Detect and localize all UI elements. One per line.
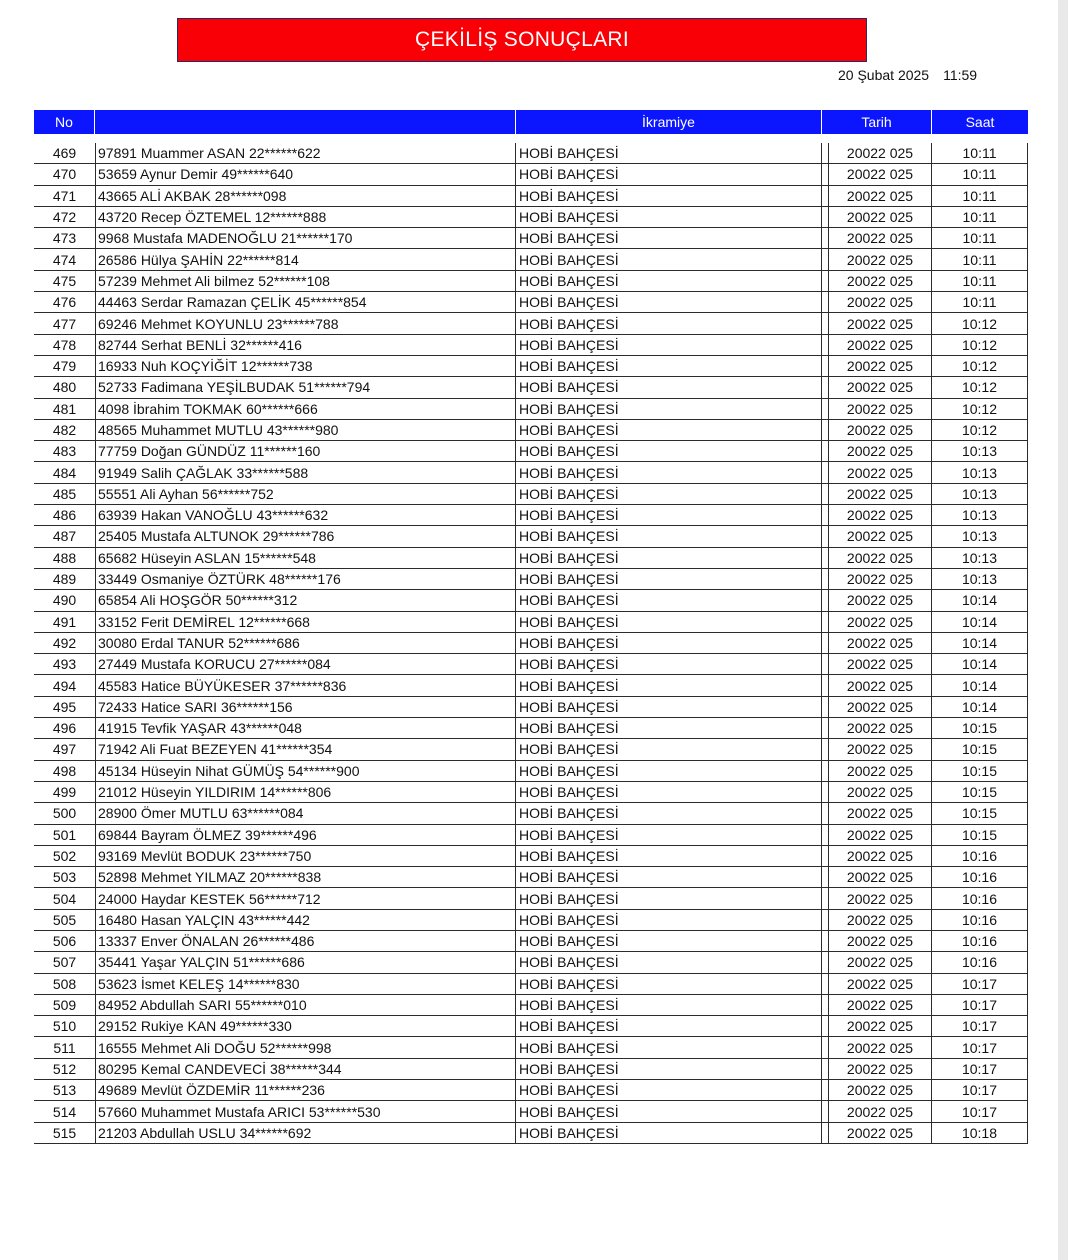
- cell-name: 43720 Recep ÖZTEMEL 12******888: [95, 207, 516, 227]
- cell-date: 20022 025: [828, 1037, 932, 1057]
- cell-date: 20022 025: [828, 399, 932, 419]
- cell-time: 10:17: [932, 1016, 1028, 1036]
- table-row: [34, 803, 1028, 824]
- cell-time: 10:16: [932, 867, 1028, 887]
- table-row: [34, 739, 1028, 760]
- cell-date: 20022 025: [828, 186, 932, 206]
- cell-time: 10:14: [932, 697, 1028, 717]
- cell-name: 27449 Mustafa KORUCU 27******084: [95, 654, 516, 674]
- cell-date: 20022 025: [828, 548, 932, 568]
- cell-prize: HOBİ BAHÇESİ: [516, 910, 822, 930]
- cell-date: 20022 025: [828, 484, 932, 504]
- cell-name: 13337 Enver ÖNALAN 26******486: [95, 931, 516, 951]
- cell-name: 33152 Ferit DEMİREL 12******668: [95, 612, 516, 632]
- table-row: [34, 1123, 1028, 1144]
- table-row: [34, 548, 1028, 569]
- cell-date: 20022 025: [828, 888, 932, 908]
- cell-prize: HOBİ BAHÇESİ: [516, 569, 822, 589]
- cell-name: 29152 Rukiye KAN 49******330: [95, 1016, 516, 1036]
- cell-date: 20022 025: [828, 633, 932, 653]
- cell-time: 10:11: [932, 249, 1028, 269]
- cell-name: 30080 Erdal TANUR 52******686: [95, 633, 516, 653]
- cell-prize: HOBİ BAHÇESİ: [516, 1016, 822, 1036]
- cell-prize: HOBİ BAHÇESİ: [516, 675, 822, 695]
- cell-no: 498: [52, 762, 77, 779]
- cell-time: 10:16: [932, 846, 1028, 866]
- cell-time: 10:13: [932, 526, 1028, 546]
- cell-prize: HOBİ BAHÇESİ: [516, 697, 822, 717]
- table-row: [34, 995, 1028, 1016]
- cell-time: 10:13: [932, 569, 1028, 589]
- cell-name: 52898 Mehmet YILMAZ 20******838: [95, 867, 516, 887]
- cell-date: 20022 025: [828, 654, 932, 674]
- cell-date: 20022 025: [828, 462, 932, 482]
- header-no: No: [34, 110, 95, 134]
- table-row: [34, 633, 1028, 654]
- table-row: [34, 164, 1028, 185]
- table-row: [34, 271, 1028, 292]
- cell-no: 497: [52, 741, 77, 758]
- header-date: Tarih: [822, 110, 932, 134]
- cell-name: 93169 Mevlüt BODUK 23******750: [95, 846, 516, 866]
- cell-name: 24000 Haydar KESTEK 56******712: [95, 888, 516, 908]
- cell-prize: HOBİ BAHÇESİ: [516, 548, 822, 568]
- cell-time: 10:13: [932, 484, 1028, 504]
- cell-time: 10:15: [932, 761, 1028, 781]
- cell-date: 20022 025: [828, 377, 932, 397]
- cell-date: 20022 025: [828, 207, 932, 227]
- cell-prize: HOBİ BAHÇESİ: [516, 654, 822, 674]
- cell-time: 10:11: [932, 164, 1028, 184]
- table-row: [34, 462, 1028, 483]
- cell-no: 485: [52, 485, 77, 502]
- cell-no: 495: [52, 698, 77, 715]
- table-row: [34, 654, 1028, 675]
- cell-prize: HOBİ BAHÇESİ: [516, 995, 822, 1015]
- cell-no: 484: [52, 464, 77, 481]
- cell-prize: HOBİ BAHÇESİ: [516, 718, 822, 738]
- cell-name: 55551 Ali Ayhan 56******752: [95, 484, 516, 504]
- table-row: [34, 590, 1028, 611]
- cell-name: 41915 Tevfik YAŞAR 43******048: [95, 718, 516, 738]
- print-date: 20 Şubat 2025: [838, 67, 930, 83]
- cell-no: 482: [52, 422, 77, 438]
- cell-no: 473: [52, 230, 77, 247]
- cell-no: 512: [52, 1060, 77, 1077]
- cell-time: 10:12: [932, 335, 1028, 355]
- cell-prize: HOBİ BAHÇESİ: [516, 1123, 822, 1143]
- table-row: [34, 931, 1028, 952]
- cell-time: 10:15: [932, 825, 1028, 845]
- cell-no: 479: [52, 358, 77, 375]
- cell-date: 20022 025: [828, 803, 932, 823]
- cell-prize: HOBİ BAHÇESİ: [516, 207, 822, 227]
- cell-name: 84952 Abdullah SARI 55******010: [95, 995, 516, 1015]
- cell-time: 10:15: [932, 739, 1028, 759]
- cell-date: 20022 025: [828, 526, 932, 546]
- cell-date: 20022 025: [828, 292, 932, 312]
- cell-time: 10:13: [932, 505, 1028, 525]
- cell-name: 72433 Hatice SARI 36******156: [95, 697, 516, 717]
- cell-no: 514: [52, 1103, 77, 1120]
- cell-name: 77759 Doğan GÜNDÜZ 11******160: [95, 441, 516, 461]
- cell-time: 10:17: [932, 974, 1028, 994]
- cell-prize: HOBİ BAHÇESİ: [516, 739, 822, 759]
- cell-prize: HOBİ BAHÇESİ: [516, 633, 822, 653]
- table-row: [34, 399, 1028, 420]
- cell-no: 513: [52, 1082, 77, 1099]
- cell-date: 20022 025: [828, 164, 932, 184]
- cell-name: 21012 Hüseyin YILDIRIM 14******806: [95, 782, 516, 802]
- table-row: [34, 526, 1028, 547]
- cell-time: 10:14: [932, 590, 1028, 610]
- cell-date: 20022 025: [828, 910, 932, 930]
- cell-time: 10:15: [932, 803, 1028, 823]
- cell-name: 49689 Mevlüt ÖZDEMİR 11******236: [95, 1080, 516, 1100]
- table-row: [34, 846, 1028, 867]
- cell-date: 20022 025: [828, 675, 932, 695]
- cell-name: 91949 Salih ÇAĞLAK 33******588: [95, 462, 516, 482]
- cell-time: 10:12: [932, 420, 1028, 440]
- cell-time: 10:14: [932, 612, 1028, 632]
- cell-date: 20022 025: [828, 612, 932, 632]
- cell-prize: HOBİ BAHÇESİ: [516, 974, 822, 994]
- table-row: [34, 484, 1028, 505]
- cell-name: 16555 Mehmet Ali DOĞU 52******998: [95, 1037, 516, 1057]
- cell-prize: HOBİ BAHÇESİ: [516, 420, 822, 440]
- print-time: 11:59: [943, 67, 978, 83]
- table-row: [34, 1080, 1028, 1101]
- cell-name: 35441 Yaşar YALÇIN 51******686: [95, 952, 516, 972]
- table-row: [34, 888, 1028, 909]
- cell-name: 21203 Abdullah USLU 34******692: [95, 1123, 516, 1143]
- table-row: [34, 1059, 1028, 1080]
- cell-name: 65854 Ali HOŞGÖR 50******312: [95, 590, 516, 610]
- cell-time: 10:13: [932, 441, 1028, 461]
- table-row: [34, 377, 1028, 398]
- table-row: [34, 952, 1028, 973]
- results-table-body: [34, 143, 1028, 1144]
- cell-date: 20022 025: [828, 867, 932, 887]
- print-date-time: [838, 67, 977, 83]
- cell-no: 511: [53, 1039, 76, 1056]
- cell-no: 492: [52, 634, 77, 651]
- cell-time: 10:17: [932, 1080, 1028, 1100]
- cell-date: 20022 025: [828, 782, 932, 802]
- cell-no: 475: [52, 272, 77, 289]
- table-row: [34, 974, 1028, 995]
- cell-no: 491: [52, 613, 77, 630]
- cell-name: 28900 Ömer MUTLU 63******084: [95, 803, 516, 823]
- table-row: [34, 505, 1028, 526]
- cell-no: 478: [52, 336, 77, 353]
- cell-no: 488: [52, 549, 77, 566]
- cell-time: 10:12: [932, 377, 1028, 397]
- cell-time: 10:16: [932, 931, 1028, 951]
- cell-no: 476: [52, 294, 77, 311]
- cell-prize: HOBİ BAHÇESİ: [516, 313, 822, 333]
- table-row: [34, 420, 1028, 441]
- cell-time: 10:16: [932, 952, 1028, 972]
- cell-prize: HOBİ BAHÇESİ: [516, 1080, 822, 1100]
- cell-date: 20022 025: [828, 974, 932, 994]
- cell-prize: HOBİ BAHÇESİ: [516, 377, 822, 397]
- cell-prize: HOBİ BAHÇESİ: [516, 931, 822, 951]
- table-row: [34, 867, 1028, 888]
- cell-name: 4098 İbrahim TOKMAK 60******666: [95, 399, 516, 419]
- cell-prize: HOBİ BAHÇESİ: [516, 952, 822, 972]
- cell-time: 10:14: [932, 675, 1028, 695]
- cell-no: 510: [52, 1018, 77, 1035]
- cell-date: 20022 025: [828, 356, 932, 376]
- cell-date: 20022 025: [828, 739, 932, 759]
- table-row: [34, 186, 1028, 207]
- table-row: [34, 335, 1028, 356]
- cell-date: 20022 025: [828, 825, 932, 845]
- cell-time: 10:11: [932, 271, 1028, 291]
- cell-prize: HOBİ BAHÇESİ: [516, 825, 822, 845]
- cell-date: 20022 025: [828, 420, 932, 440]
- cell-prize: HOBİ BAHÇESİ: [516, 1059, 822, 1079]
- cell-time: 10:14: [932, 654, 1028, 674]
- cell-prize: HOBİ BAHÇESİ: [516, 164, 822, 184]
- cell-name: 48565 Muhammet MUTLU 43******980: [95, 420, 516, 440]
- header-prize: İkramiye: [516, 110, 822, 134]
- cell-date: 20022 025: [828, 569, 932, 589]
- table-row: [34, 910, 1028, 931]
- cell-name: 69246 Mehmet KOYUNLU 23******788: [95, 313, 516, 333]
- cell-no: 515: [52, 1124, 77, 1141]
- cell-prize: HOBİ BAHÇESİ: [516, 761, 822, 781]
- cell-name: 63939 Hakan VANOĞLU 43******632: [95, 505, 516, 525]
- cell-prize: HOBİ BAHÇESİ: [516, 143, 822, 163]
- cell-time: 10:13: [932, 462, 1028, 482]
- cell-no: 506: [52, 933, 77, 950]
- cell-no: 469: [52, 145, 77, 162]
- cell-no: 499: [52, 784, 77, 801]
- cell-name: 82744 Serhat BENLİ 32******416: [95, 335, 516, 355]
- cell-date: 20022 025: [828, 1059, 932, 1079]
- cell-no: 474: [52, 251, 77, 268]
- cell-name: 65682 Hüseyin ASLAN 15******548: [95, 548, 516, 568]
- cell-name: 97891 Muammer ASAN 22******622: [95, 143, 516, 163]
- cell-no: 507: [52, 954, 77, 971]
- cell-prize: HOBİ BAHÇESİ: [516, 846, 822, 866]
- cell-prize: HOBİ BAHÇESİ: [516, 888, 822, 908]
- cell-no: 501: [52, 826, 77, 843]
- cell-no: 494: [52, 677, 77, 694]
- cell-time: 10:17: [932, 1101, 1028, 1121]
- cell-no: 486: [52, 507, 77, 524]
- table-row: [34, 249, 1028, 270]
- cell-time: 10:12: [932, 313, 1028, 333]
- cell-prize: HOBİ BAHÇESİ: [516, 782, 822, 802]
- cell-prize: HOBİ BAHÇESİ: [516, 271, 822, 291]
- cell-date: 20022 025: [828, 1101, 932, 1121]
- cell-time: 10:11: [932, 292, 1028, 312]
- table-row: [34, 1037, 1028, 1058]
- cell-name: 44463 Serdar Ramazan ÇELİK 45******854: [95, 292, 516, 312]
- cell-prize: HOBİ BAHÇESİ: [516, 186, 822, 206]
- cell-time: 10:12: [932, 399, 1028, 419]
- cell-prize: HOBİ BAHÇESİ: [516, 462, 822, 482]
- cell-date: 20022 025: [828, 505, 932, 525]
- cell-prize: HOBİ BAHÇESİ: [516, 1037, 822, 1057]
- cell-no: 481: [52, 400, 77, 417]
- cell-date: 20022 025: [828, 1123, 932, 1143]
- cell-no: 503: [52, 869, 77, 886]
- table-row: [34, 207, 1028, 228]
- cell-prize: HOBİ BAHÇESİ: [516, 441, 822, 461]
- cell-name: 25405 Mustafa ALTUNOK 29******786: [95, 526, 516, 546]
- cell-prize: HOBİ BAHÇESİ: [516, 590, 822, 610]
- cell-date: 20022 025: [828, 1016, 932, 1036]
- cell-prize: HOBİ BAHÇESİ: [516, 335, 822, 355]
- table-row: [34, 718, 1028, 739]
- page-title: ÇEKİLİŞ SONUÇLARI: [415, 28, 629, 51]
- cell-prize: HOBİ BAHÇESİ: [516, 1101, 822, 1121]
- cell-date: 20022 025: [828, 761, 932, 781]
- cell-name: 57239 Mehmet Ali bilmez 52******108: [95, 271, 516, 291]
- table-header: [34, 110, 1028, 134]
- cell-name: 80295 Kemal CANDEVECİ 38******344: [95, 1059, 516, 1079]
- cell-date: 20022 025: [828, 335, 932, 355]
- cell-name: 52733 Fadimana YEŞİLBUDAK 51******794: [95, 377, 516, 397]
- cell-time: 10:17: [932, 1037, 1028, 1057]
- cell-prize: HOBİ BAHÇESİ: [516, 612, 822, 632]
- cell-no: 471: [52, 187, 77, 204]
- cell-no: 502: [52, 847, 77, 864]
- table-row: [34, 1101, 1028, 1122]
- cell-date: 20022 025: [828, 228, 932, 248]
- cell-name: 57660 Muhammet Mustafa ARICI 53******530: [95, 1101, 516, 1121]
- cell-prize: HOBİ BAHÇESİ: [516, 484, 822, 504]
- cell-date: 20022 025: [828, 1080, 932, 1100]
- cell-time: 10:12: [932, 356, 1028, 376]
- cell-prize: HOBİ BAHÇESİ: [516, 292, 822, 312]
- cell-no: 472: [52, 209, 77, 226]
- header-name: [95, 110, 516, 134]
- cell-no: 505: [52, 911, 77, 928]
- cell-prize: HOBİ BAHÇESİ: [516, 526, 822, 546]
- cell-prize: HOBİ BAHÇESİ: [516, 803, 822, 823]
- cell-no: 487: [52, 528, 77, 545]
- cell-time: 10:15: [932, 782, 1028, 802]
- cell-date: 20022 025: [828, 590, 932, 610]
- cell-prize: HOBİ BAHÇESİ: [516, 356, 822, 376]
- cell-prize: HOBİ BAHÇESİ: [516, 505, 822, 525]
- cell-time: 10:17: [932, 1059, 1028, 1079]
- cell-time: 10:11: [932, 186, 1028, 206]
- cell-name: 16933 Nuh KOÇYİĞİT 12******738: [95, 356, 516, 376]
- cell-name: 69844 Bayram ÖLMEZ 39******496: [95, 825, 516, 845]
- table-row: [34, 441, 1028, 462]
- table-row: [34, 761, 1028, 782]
- cell-prize: HOBİ BAHÇESİ: [516, 249, 822, 269]
- cell-date: 20022 025: [828, 271, 932, 291]
- cell-no: 490: [52, 592, 77, 609]
- cell-no: 477: [52, 315, 77, 332]
- cell-name: 43665 ALİ AKBAK 28******098: [95, 186, 516, 206]
- cell-name: 33449 Osmaniye ÖZTÜRK 48******176: [95, 569, 516, 589]
- cell-no: 509: [52, 997, 77, 1014]
- cell-date: 20022 025: [828, 952, 932, 972]
- cell-date: 20022 025: [828, 441, 932, 461]
- cell-time: 10:13: [932, 548, 1028, 568]
- cell-date: 20022 025: [828, 249, 932, 269]
- table-row: [34, 612, 1028, 633]
- cell-name: 9968 Mustafa MADENOĞLU 21******170: [95, 228, 516, 248]
- cell-name: 53659 Aynur Demir 49******640: [95, 164, 516, 184]
- table-row: [34, 292, 1028, 313]
- table-row: [34, 1016, 1028, 1037]
- cell-time: 10:16: [932, 888, 1028, 908]
- cell-name: 71942 Ali Fuat BEZEYEN 41******354: [95, 739, 516, 759]
- cell-time: 10:16: [932, 910, 1028, 930]
- cell-time: 10:11: [932, 228, 1028, 248]
- cell-name: 16480 Hasan YALÇIN 43******442: [95, 910, 516, 930]
- cell-time: 10:14: [932, 633, 1028, 653]
- cell-date: 20022 025: [828, 931, 932, 951]
- table-row: [34, 356, 1028, 377]
- cell-time: 10:17: [932, 995, 1028, 1015]
- table-row: [34, 313, 1028, 334]
- table-row: [34, 825, 1028, 846]
- table-row: [34, 569, 1028, 590]
- cell-no: 480: [52, 379, 77, 396]
- cell-date: 20022 025: [828, 143, 932, 163]
- cell-time: 10:11: [932, 207, 1028, 227]
- table-row: [34, 697, 1028, 718]
- cell-time: 10:15: [932, 718, 1028, 738]
- cell-date: 20022 025: [828, 995, 932, 1015]
- cell-no: 470: [52, 166, 77, 183]
- cell-prize: HOBİ BAHÇESİ: [516, 228, 822, 248]
- cell-prize: HOBİ BAHÇESİ: [516, 867, 822, 887]
- cell-no: 483: [52, 443, 77, 460]
- cell-no: 508: [52, 975, 77, 992]
- cell-no: 489: [52, 571, 77, 588]
- cell-time: 10:18: [932, 1123, 1028, 1143]
- cell-no: 500: [52, 805, 77, 822]
- title-banner: [177, 18, 867, 62]
- cell-time: 10:11: [932, 143, 1028, 163]
- table-row: [34, 228, 1028, 249]
- cell-no: 504: [52, 890, 77, 907]
- cell-date: 20022 025: [828, 697, 932, 717]
- cell-name: 45583 Hatice BÜYÜKESER 37******836: [95, 675, 516, 695]
- cell-name: 53623 İsmet KELEŞ 14******830: [95, 974, 516, 994]
- cell-date: 20022 025: [828, 313, 932, 333]
- cell-date: 20022 025: [828, 718, 932, 738]
- cell-no: 496: [52, 720, 77, 737]
- cell-name: 45134 Hüseyin Nihat GÜMÜŞ 54******900: [95, 761, 516, 781]
- cell-name: 26586 Hülya ŞAHİN 22******814: [95, 249, 516, 269]
- cell-prize: HOBİ BAHÇESİ: [516, 399, 822, 419]
- cell-date: 20022 025: [828, 846, 932, 866]
- table-row: [34, 782, 1028, 803]
- table-row: [34, 675, 1028, 696]
- table-row: [34, 143, 1028, 164]
- cell-no: 493: [52, 656, 77, 673]
- header-time: Saat: [965, 114, 995, 130]
